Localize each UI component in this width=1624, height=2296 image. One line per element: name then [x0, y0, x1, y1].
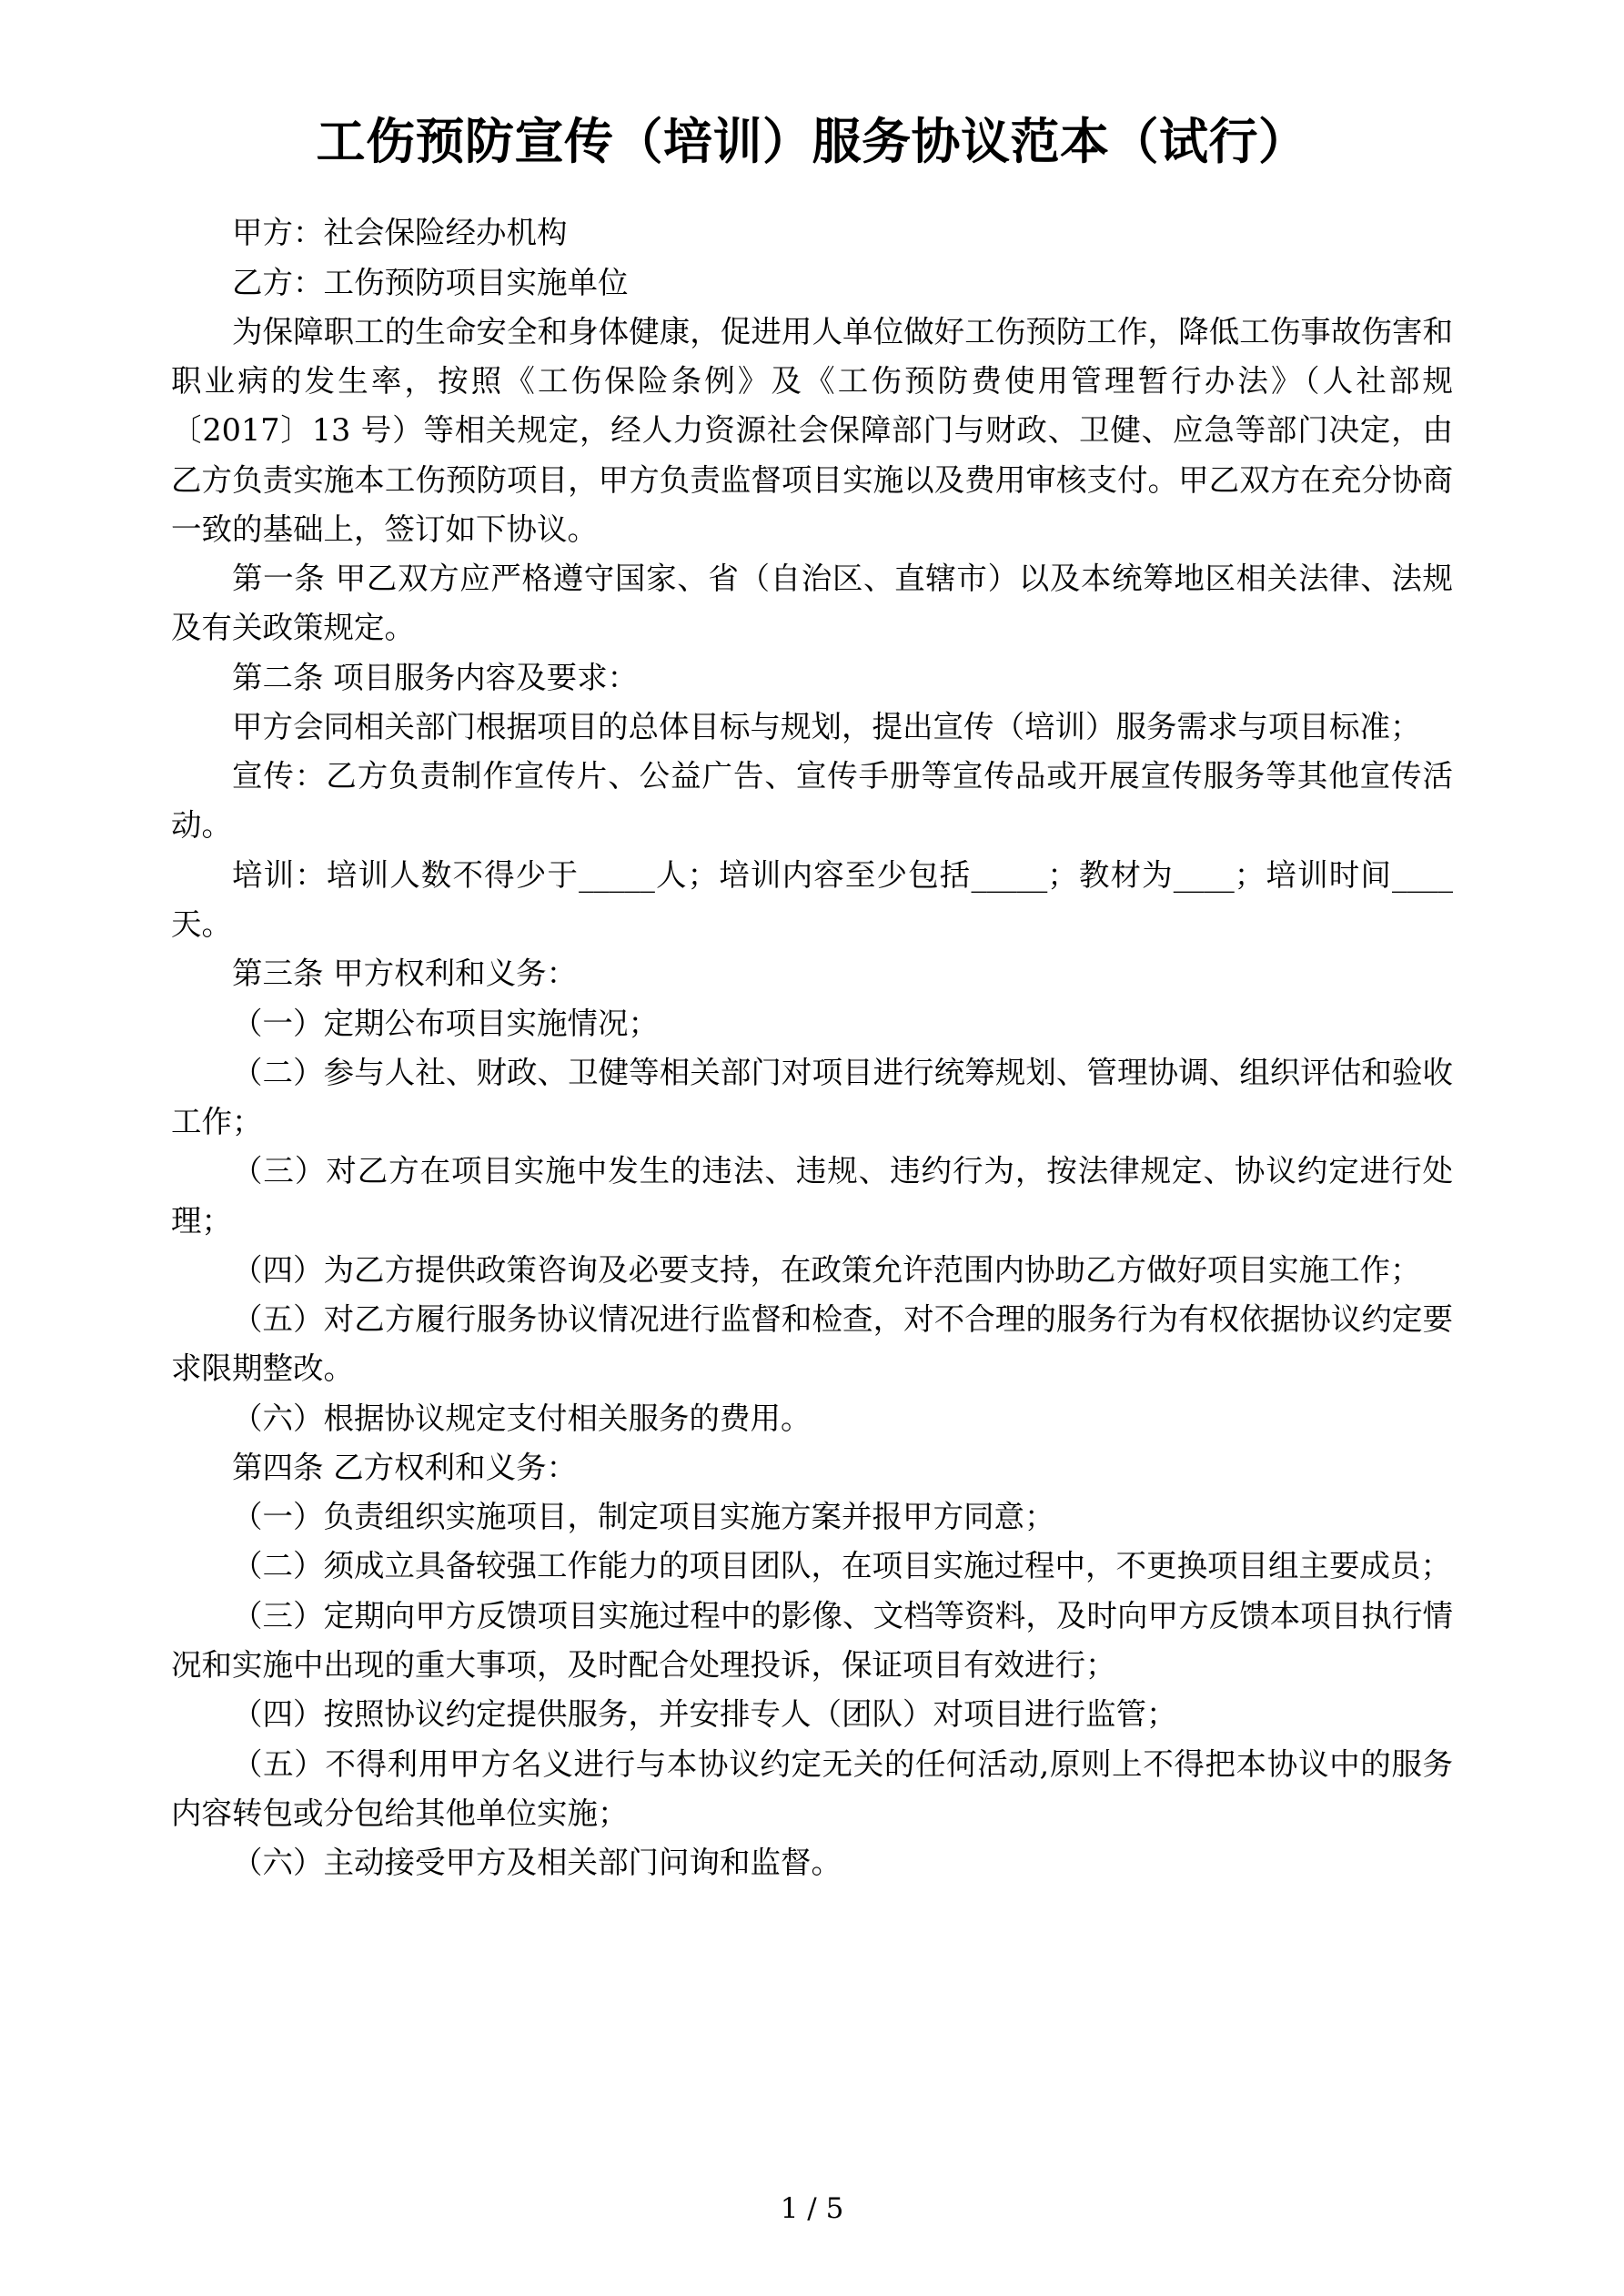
paragraph: （四）按照协议约定提供服务，并安排专人（团队）对项目进行监管；: [232, 1696, 1177, 1733]
paragraph: 甲方会同相关部门根据项目的总体目标与规划，提出宣传（培训）服务需求与项目标准；: [232, 708, 1421, 744]
paragraph: （六）根据协议规定支付相关服务的费用。: [232, 1400, 812, 1436]
paragraph: 第二条 项目服务内容及要求：: [232, 659, 639, 695]
paragraph: 甲方：社会保险经办机构: [232, 215, 568, 251]
page-number: 1 / 5: [780, 2192, 844, 2225]
paragraph: （二）须成立具备较强工作能力的项目团队，在项目实施过程中，不更换项目组主要成员；: [232, 1548, 1451, 1584]
paragraph: （六）主动接受甲方及相关部门问询和监督。: [232, 1845, 842, 1881]
paragraph: 第一条 甲乙双方应严格遵守国家、省（自治区、直辖市）以及本统筹地区相关法律、法规及有关政策规定。: [171, 561, 1453, 646]
paragraph: （三）对乙方在项目实施中发生的违法、违规、违约行为，按法律规定、协议约定进行处理；: [171, 1153, 1453, 1239]
paragraph: （一）负责组织实施项目，制定项目实施方案并报甲方同意；: [232, 1499, 1055, 1535]
paragraph: 乙方：工伤预防项目实施单位: [232, 264, 629, 300]
paragraph: （二）参与人社、财政、卫健等相关部门对项目进行统筹规划、管理协调、组织评估和验收工作；: [171, 1054, 1453, 1140]
paragraph: 第四条 乙方权利和义务：: [232, 1449, 578, 1485]
paragraph: （一）定期公布项目实施情况；: [232, 1005, 659, 1041]
document-body: [171, 208, 1453, 1887]
paragraph: （三）定期向甲方反馈项目实施过程中的影像、文档等资料，及时向甲方反馈本项目执行情况和实施中出现的重大事项，及时配合处理投诉，保证项目有效进行；: [171, 1597, 1453, 1683]
paragraph: 培训：培训人数不得少于_____人；培训内容至少包括_____；教材为____；培训时间____天。: [171, 856, 1453, 942]
paragraph: 第三条 甲方权利和义务：: [232, 956, 578, 992]
page-title: 工伤预防宣传（培训）服务协议范本（试行）: [316, 112, 1308, 170]
paragraph: 为保障职工的生命安全和身体健康，促进用人单位做好工伤预防工作，降低工伤事故伤害和职业病的发生率，按照《工伤保险条例》及《工伤预防费使用管理暂行办法》（人社部规〔2017〕13 号）等相关规定，经人力资源社会保障部门与财政、卫健、应急等部门决定，由乙方负责实施本工伤预防项目，甲方负责监督项目实施以及费用审核支付。甲乙双方在充分协商一致的基础上，签订如下协议。: [171, 313, 1453, 547]
paragraph: （五）对乙方履行服务协议情况进行监督和检查，对不合理的服务行为有权依据协议约定要求限期整改。: [171, 1301, 1453, 1387]
paragraph: （四）为乙方提供政策咨询及必要支持，在政策允许范围内协助乙方做好项目实施工作；: [232, 1251, 1421, 1288]
paragraph: （五）不得利用甲方名义进行与本协议约定无关的任何活动,原则上不得把本协议中的服务内容转包或分包给其他单位实施；: [171, 1745, 1453, 1831]
paragraph: 宣传：乙方负责制作宣传片、公益广告、宣传手册等宣传品或开展宣传服务等其他宣传活动。: [171, 758, 1453, 844]
